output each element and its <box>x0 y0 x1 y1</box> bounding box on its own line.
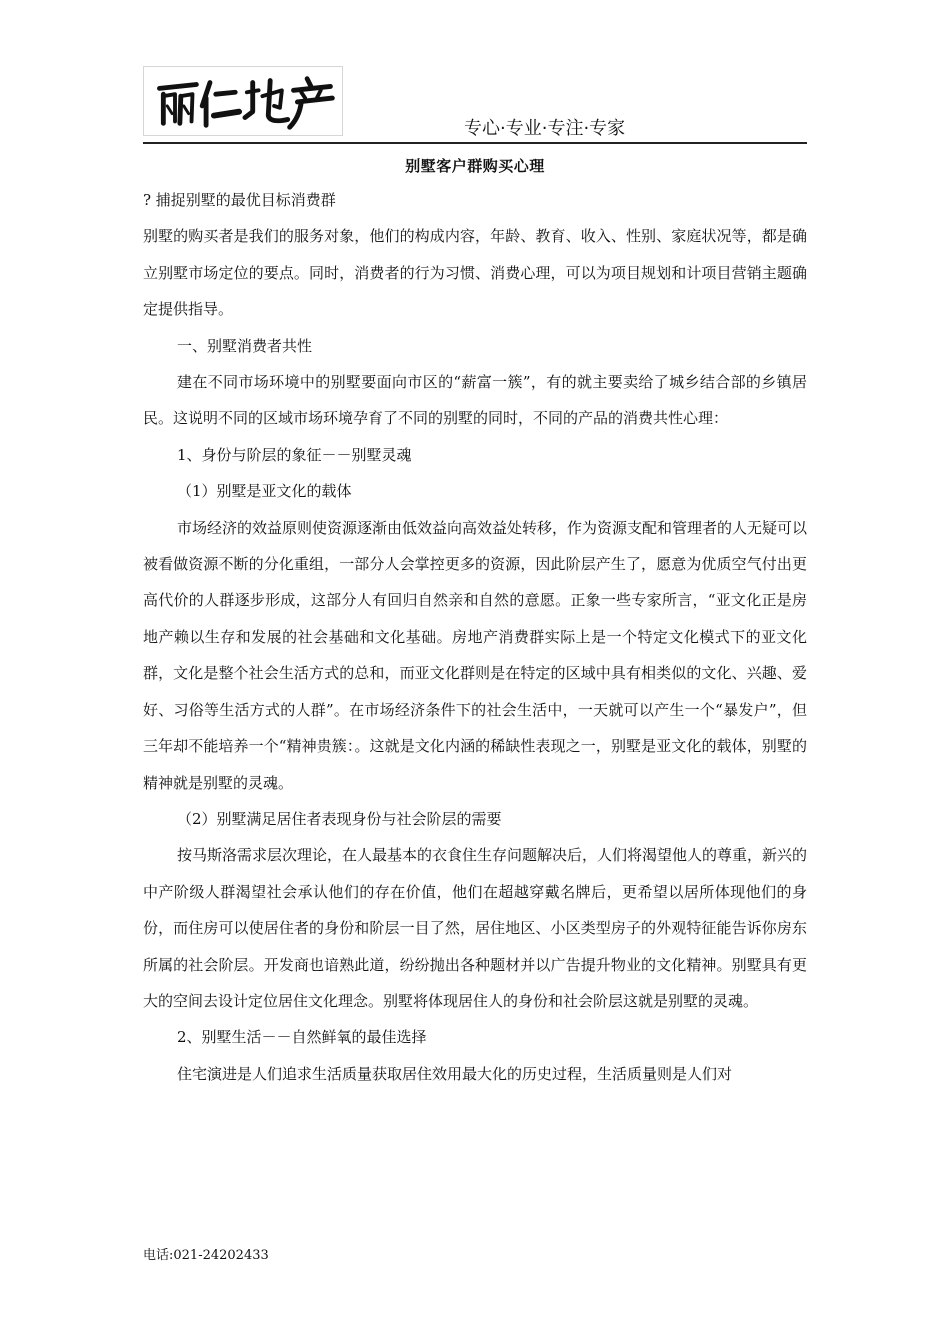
lead-heading: ? 捕捉别墅的最优目标消费群 <box>143 191 336 209</box>
subsection-heading-1: 1、身份与阶层的象征－－别墅灵魂 <box>177 445 412 464</box>
document-title: 别墅客户群购买心理 <box>405 157 545 175</box>
company-logo <box>143 66 343 136</box>
paragraph-maslow: 按马斯洛需求层次理论，在人最基本的衣食住生存问题解决后，人们将渴望他人的尊重，新兴的中产阶级人群渴望社会承认他们的存在价值，他们在超越穿戴名牌后，更希望以居所体现他们的身份，而住房可以使居住者的身份和阶层一目了然，居住地区、小区类型房子的外观特征能告诉你房东所属的社会阶层。开发商也谙熟此道，纷纷抛出各种题材并以广告提升物业的文化精神。别墅具有更大的空间去设计定位居住文化理念。别墅将体现居住人的身份和社会阶层这就是别墅的灵魂。 <box>143 846 808 1010</box>
header-divider <box>143 142 807 144</box>
paragraph-market: 建在不同市场环境中的别墅要面向市区的“薪富一簇”，有的就主要卖给了城乡结合部的乡镇居民。这说明不同的区域市场环境孕育了不同的别墅的同时，不同的产品的消费共性心理： <box>143 373 807 428</box>
paragraph-intro: 别墅的购买者是我们的服务对象，他们的构成内容，年龄、教育、收入、性别、家庭状况等，都是确立别墅市场定位的要点。同时，消费者的行为习惯、消费心理，可以为项目规划和计项目营销主题确定提供指导。 <box>143 227 807 319</box>
item-heading-1: （1）别墅是亚文化的载体 <box>177 482 352 501</box>
document-body <box>143 182 807 1092</box>
paragraph-housing: 住宅演进是人们追求生活质量获取居住效用最大化的历史过程，生活质量则是人们对 <box>177 1064 733 1083</box>
paragraph-subculture: 市场经济的效益原则使资源逐渐由低效益向高效益处转移，作为资源支配和管理者的人无疑可以被看做资源不断的分化重组，一部分人会掌控更多的资源，因此阶层产生了，愿意为优质空气付出更高代价的人群逐步形成，这部分人有回归自然亲和自然的意愿。正象一些专家所言，“亚文化正是房地产赖以生存和发展的社会基础和文化基础。房地产消费群实际上是一个特定文化模式下的亚文化群，文化是整个社会生活方式的总和，而亚文化群则是在特定的区域中具有相类似的文化、兴趣、爱好、习俗等生活方式的人群”。在市场经济条件下的社会生活中，一天就可以产生一个“暴发户”，但三年却不能培养一个“精神贵簇：。这就是文化内涵的稀缺性表现之一，别墅是亚文化的载体，别墅的精神就是别墅的灵魂。 <box>143 518 808 792</box>
item-heading-2: （2）别墅满足居住者表现身份与社会阶层的需要 <box>177 809 502 828</box>
subsection-heading-2: 2、别墅生活－－自然鲜氧的最佳选择 <box>177 1028 427 1047</box>
footer-phone: 电话:021-24202433 <box>143 1248 269 1263</box>
logo-calligraphy-image <box>144 67 342 135</box>
section-heading-1: 一、别墅消费者共性 <box>177 336 313 355</box>
header-slogan: 专心·专业·专注·专家 <box>464 118 626 139</box>
